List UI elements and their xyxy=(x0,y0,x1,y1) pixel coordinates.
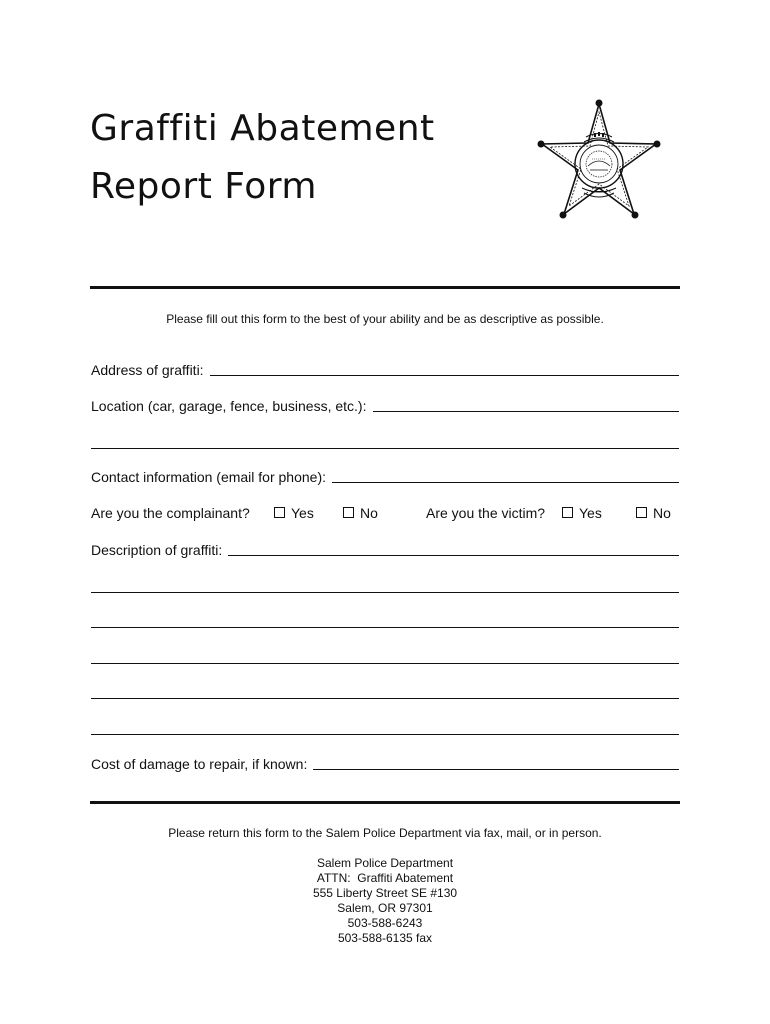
address-attn: ATTN: Graffiti Abatement xyxy=(316,871,454,885)
contact-label: Contact information (email for phone): xyxy=(91,469,326,485)
location-continuation-line[interactable] xyxy=(91,448,679,449)
address-input-line[interactable] xyxy=(210,375,679,376)
description-input-line[interactable] xyxy=(228,555,679,556)
mailing-address-block xyxy=(90,856,680,946)
complainant-question: Are you the complainant? xyxy=(91,505,250,521)
cost-input-line[interactable] xyxy=(313,769,679,770)
address-fax: 503-588-6135 fax xyxy=(337,931,433,945)
return-note: Please return this form to the Salem Police Department via fax, mail, or in person. xyxy=(168,826,602,840)
victim-no-label: No xyxy=(653,505,671,521)
victim-no-checkbox[interactable] xyxy=(636,507,647,518)
yes-no-row xyxy=(91,505,679,525)
address-phone: 503-588-6243 xyxy=(347,916,423,930)
cost-label: Cost of damage to repair, if known: xyxy=(91,756,308,772)
address-label: Address of graffiti: xyxy=(91,362,204,378)
description-line-5[interactable] xyxy=(91,698,679,699)
complainant-yes-checkbox[interactable] xyxy=(274,507,285,518)
address-field[interactable] xyxy=(91,358,679,380)
victim-yes-option[interactable] xyxy=(562,505,602,521)
complainant-yes-label: Yes xyxy=(291,505,314,521)
description-label: Description of graffiti: xyxy=(91,542,223,558)
complainant-no-label: No xyxy=(360,505,378,521)
victim-yes-checkbox[interactable] xyxy=(562,507,573,518)
victim-yes-label: Yes xyxy=(579,505,602,521)
form-title xyxy=(90,100,435,216)
description-line-2[interactable] xyxy=(91,592,679,593)
description-field[interactable] xyxy=(91,538,679,560)
complainant-no-option[interactable] xyxy=(343,505,378,521)
description-line-6[interactable] xyxy=(91,734,679,735)
location-field[interactable] xyxy=(91,394,679,416)
victim-no-option[interactable] xyxy=(636,505,671,521)
description-line-3[interactable] xyxy=(91,627,679,628)
bottom-divider xyxy=(90,801,680,804)
title-line-1: Graffiti Abatement xyxy=(90,108,435,149)
victim-question: Are you the victim? xyxy=(426,505,546,521)
location-input-line[interactable] xyxy=(373,411,680,412)
address-city: Salem, OR 97301 xyxy=(337,901,433,915)
location-label: Location (car, garage, fence, business, etc.): xyxy=(91,398,367,414)
complainant-yes-option[interactable] xyxy=(274,505,314,521)
police-star-badge-icon xyxy=(528,96,666,224)
address-department: Salem Police Department xyxy=(316,856,454,870)
cost-field[interactable] xyxy=(91,752,679,774)
contact-field[interactable] xyxy=(91,465,679,487)
description-line-4[interactable] xyxy=(91,663,679,664)
top-divider xyxy=(90,286,680,289)
address-street: 555 Liberty Street SE #130 xyxy=(312,886,458,900)
title-line-2: Report Form xyxy=(90,166,317,207)
contact-input-line[interactable] xyxy=(332,482,679,483)
intro-text: Please fill out this form to the best of your ability and be as descriptive as possible. xyxy=(166,312,604,326)
complainant-no-checkbox[interactable] xyxy=(343,507,354,518)
